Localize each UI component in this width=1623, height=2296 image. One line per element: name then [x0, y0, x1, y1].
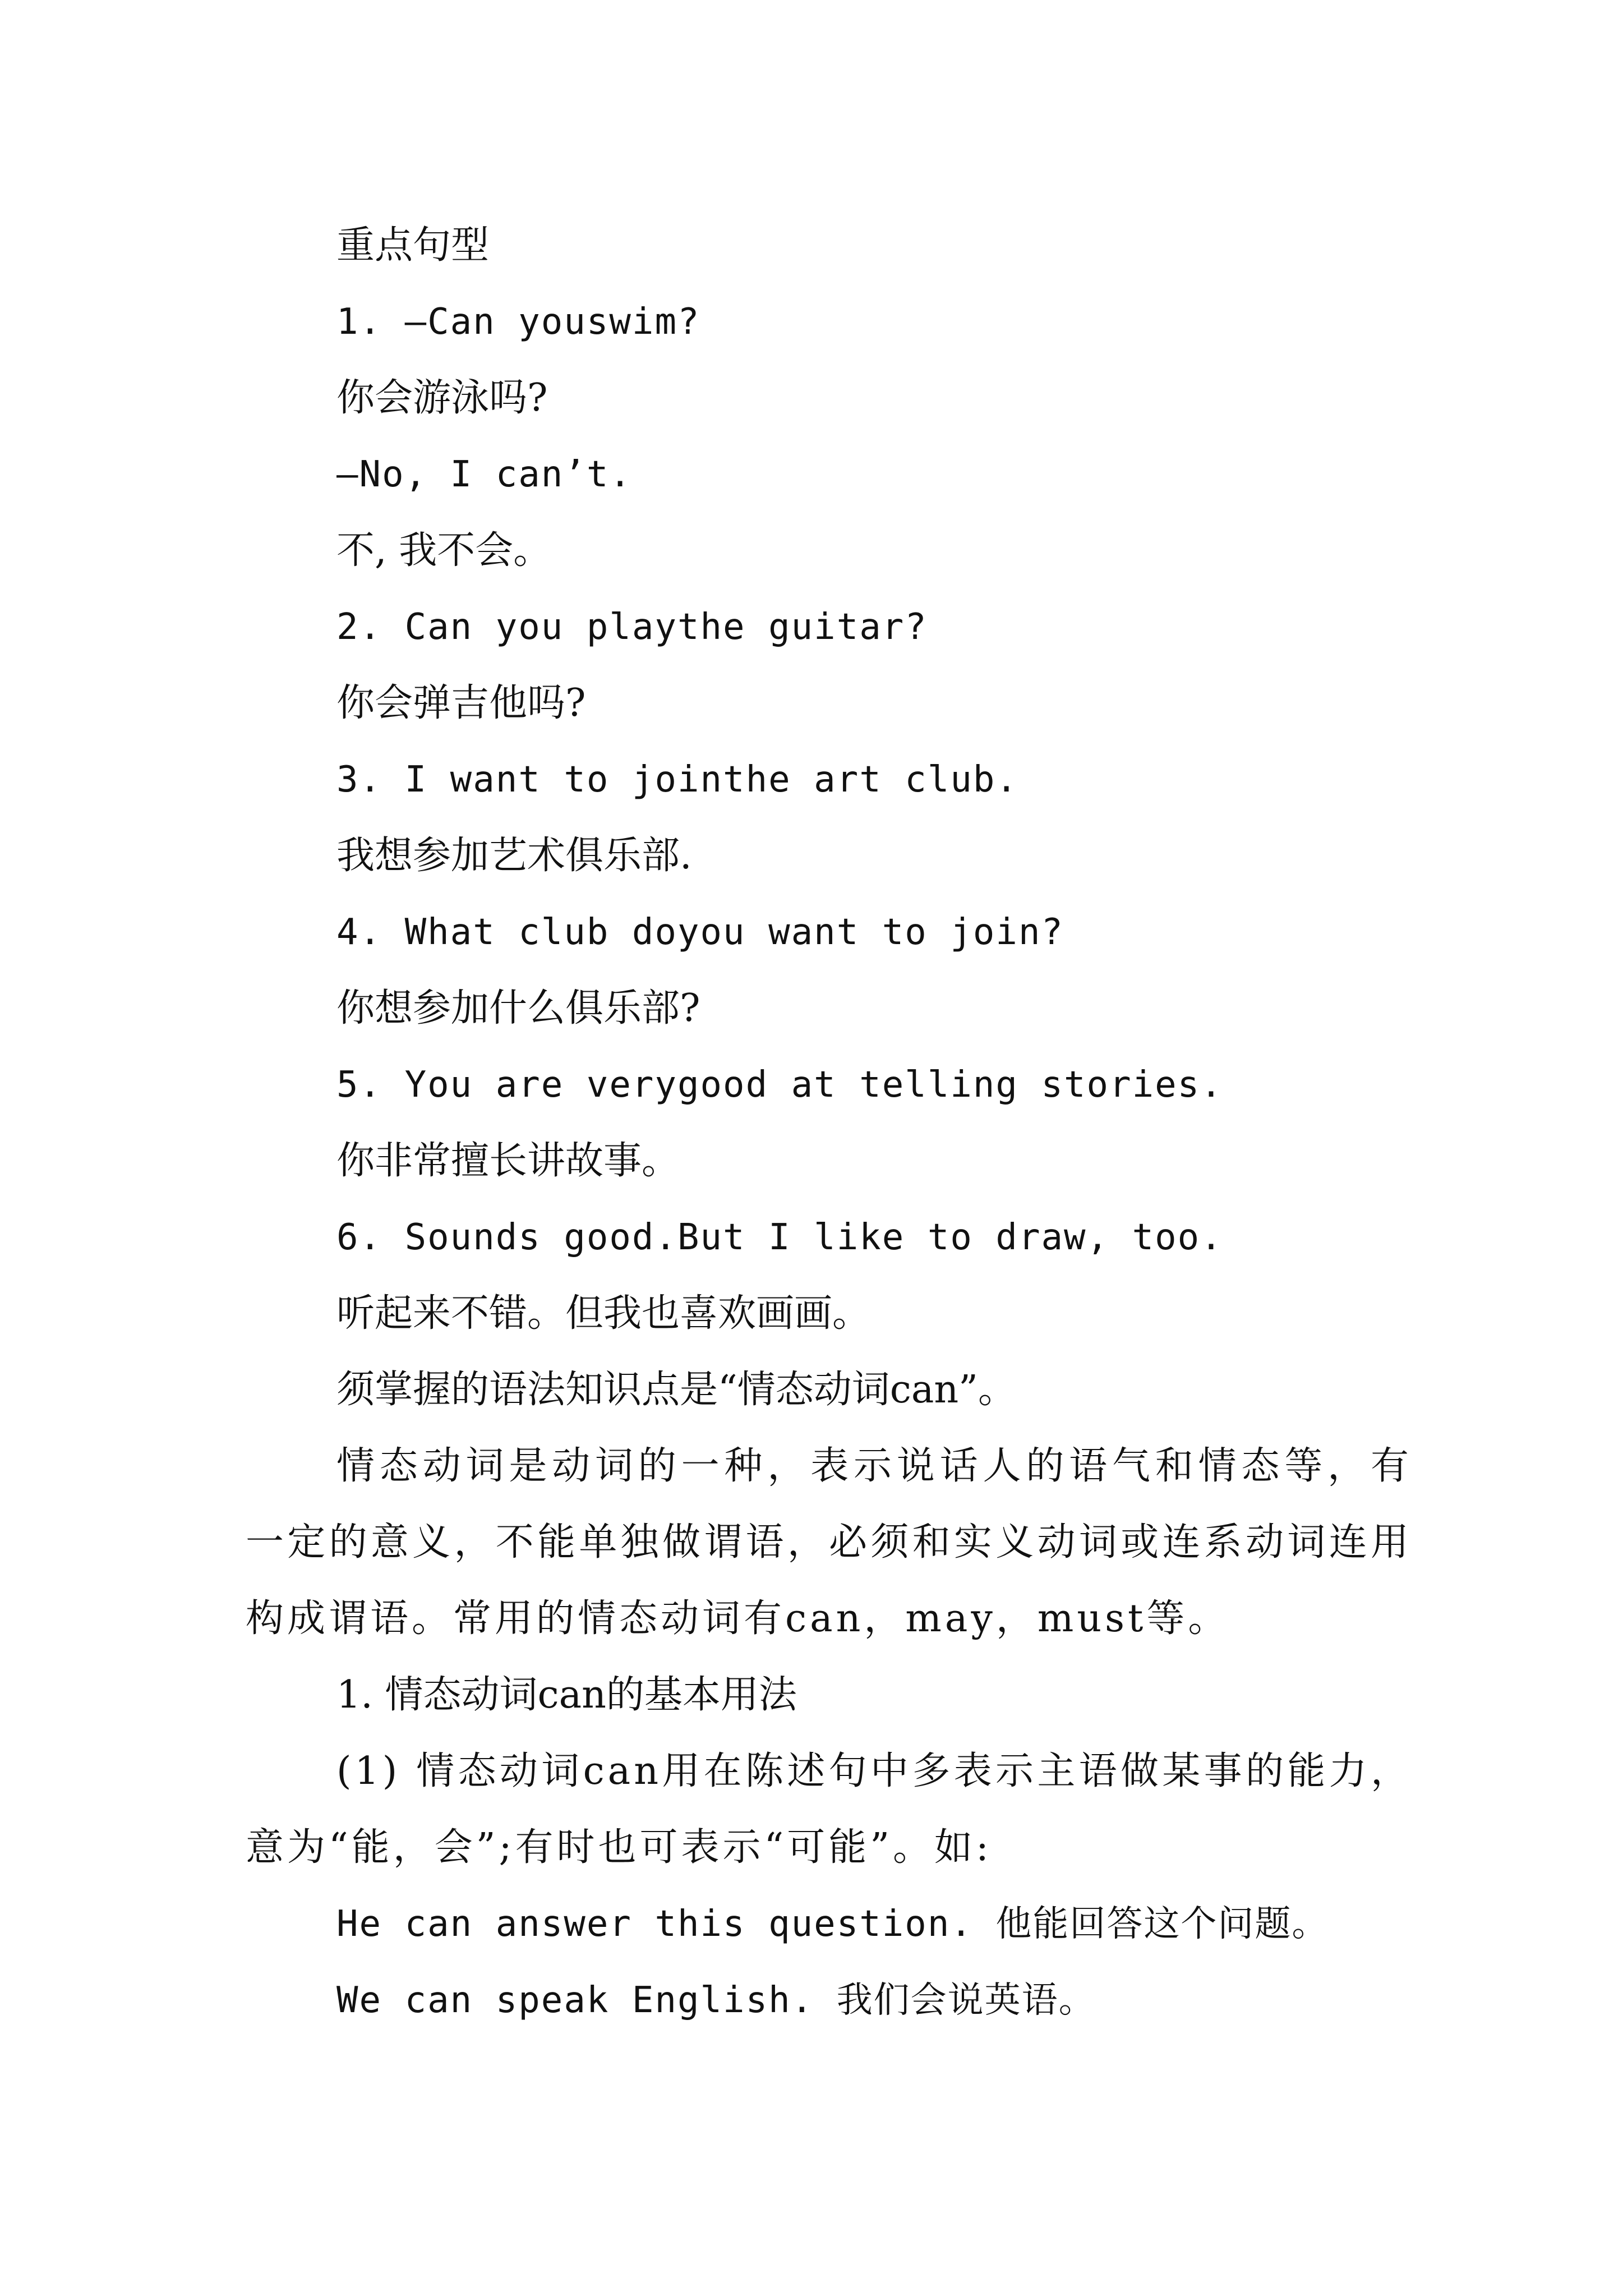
definition-paragraph: 情态动词是动词的一种，表示说话人的语气和情态等，有一定的意义，不能单独做谓语，必须和实义动词或连系动词连用构成谓语。常用的情态动词有can，may，must等。: [246, 1444, 1412, 1641]
sentence-1-en: 1. —Can youswim?: [336, 301, 700, 343]
document-body: [246, 208, 1412, 2039]
sentence-1-reply-zh: 不, 我不会。: [336, 528, 552, 573]
section-title: 1. 情态动词can的基本用法: [336, 1673, 797, 1717]
sentence-3-zh: 我想参加艺术俱乐部.: [336, 834, 692, 878]
sentence-5-en: 5. You are verygood at telling stories.: [336, 1064, 1223, 1106]
sentence-1-zh: 你会游泳吗?: [336, 376, 548, 420]
sentence-4-en: 4. What club doyou want to join?: [336, 912, 1064, 953]
sentence-4-zh: 你想参加什么俱乐部?: [336, 986, 700, 1030]
sentence-5-zh: 你非常擅长讲故事。: [336, 1139, 680, 1183]
sentence-6-zh: 听起来不错。但我也喜欢画画。: [336, 1291, 871, 1336]
example-1: He can answer this question. 他能回答这个问题。: [336, 1903, 1329, 1945]
sentence-3-en: 3. I want to jointhe art club.: [336, 759, 1018, 800]
sentence-1-reply-en: —No, I can’t.: [336, 454, 632, 495]
grammar-point-intro: 须掌握的语法知识点是“情态动词can”。: [336, 1368, 1016, 1412]
sentence-2-en: 2. Can you playthe guitar?: [336, 606, 928, 648]
sentence-6-en: 6. Sounds good.But I like to draw, too.: [336, 1217, 1223, 1258]
usage-paragraph: (1) 情态动词can用在陈述句中多表示主语做某事的能力，意为“能，会”;有时也可表示“可能”。如:: [246, 1749, 1412, 1870]
example-2: We can speak English. 我们会说英语。: [336, 1980, 1096, 2021]
heading: 重点句型: [336, 223, 490, 268]
sentence-2-zh: 你会弹吉他吗?: [336, 681, 586, 725]
